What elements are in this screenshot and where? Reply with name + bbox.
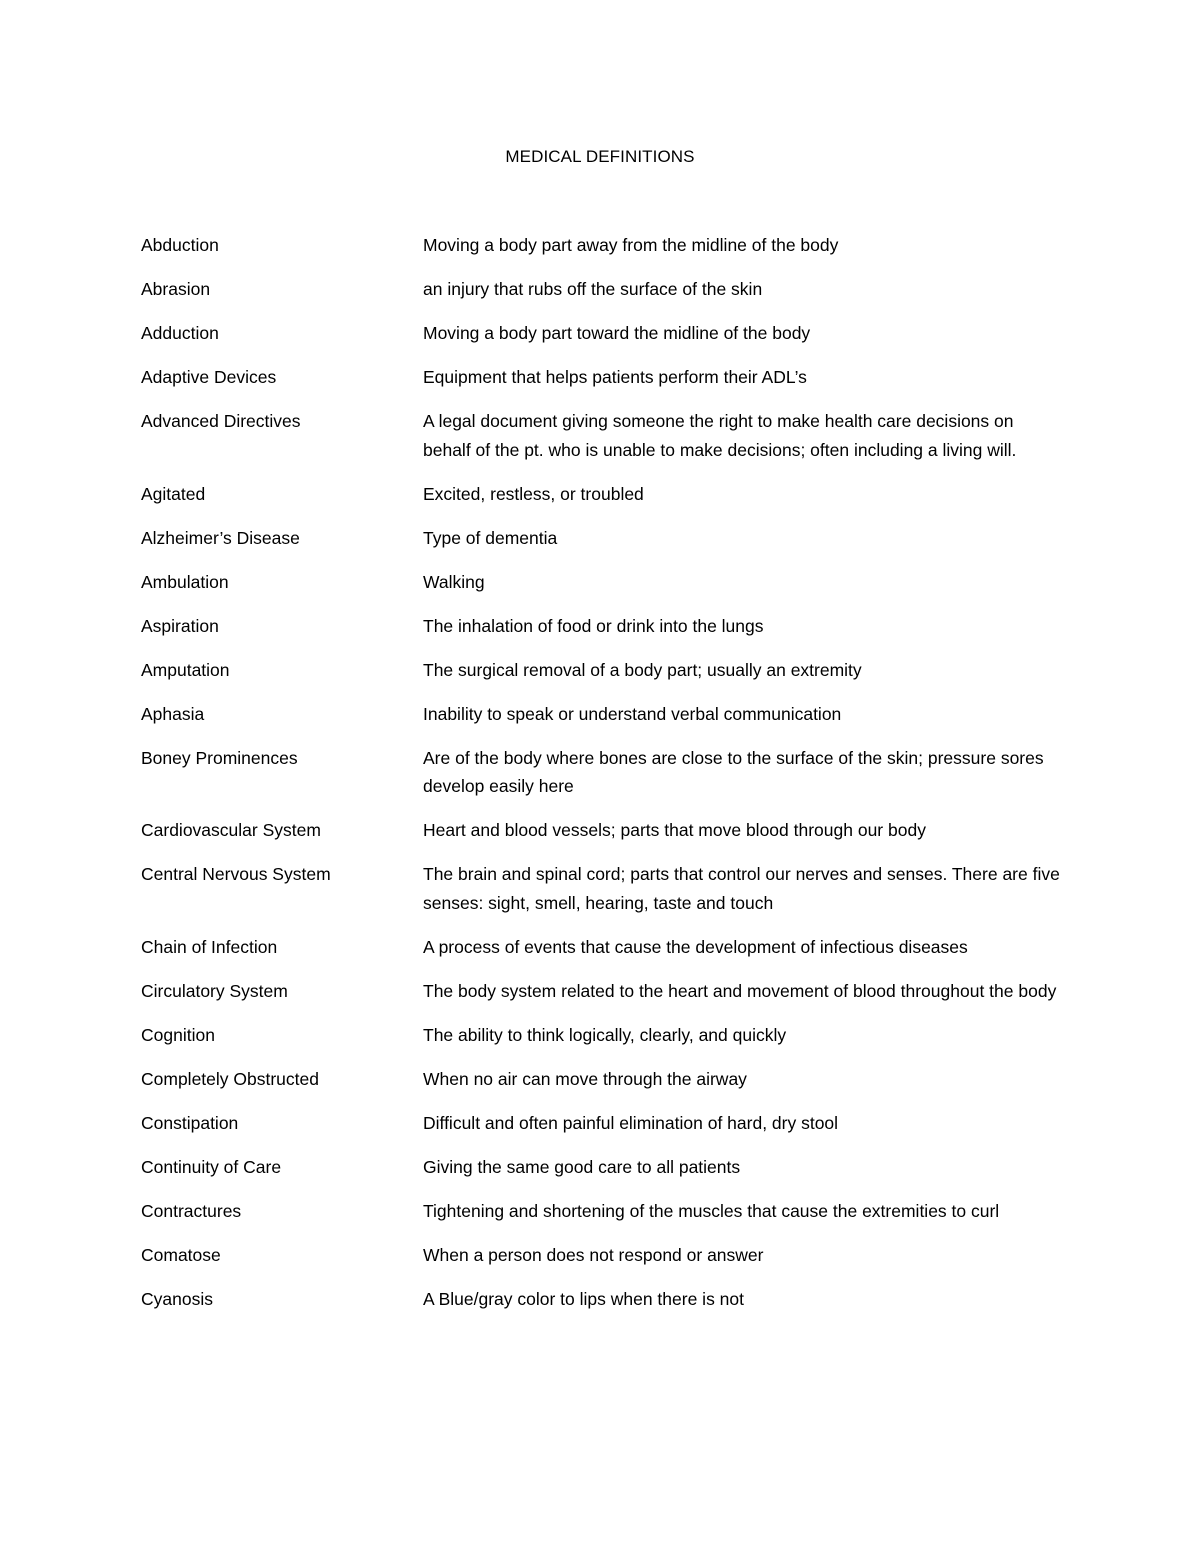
definition-row xyxy=(141,612,1061,641)
definition: The surgical removal of a body part; usually an extremity xyxy=(423,659,862,680)
term: Amputation xyxy=(141,659,230,680)
term: Contractures xyxy=(141,1200,242,1221)
definition-row xyxy=(141,1285,1061,1314)
definition-row xyxy=(141,1021,1061,1050)
term: Central Nervous System xyxy=(141,864,331,884)
term: Completely Obstructed xyxy=(141,1068,319,1089)
definition: Excited, restless, or troubled xyxy=(423,483,644,504)
term: Cyanosis xyxy=(141,1288,213,1309)
definition: The body system related to the heart and movement of blood throughout the body xyxy=(423,980,1057,1001)
term: Boney Prominences xyxy=(141,747,298,768)
term: Aphasia xyxy=(141,703,205,724)
definition-row xyxy=(141,1065,1061,1094)
definition: A process of events that cause the development of infectious diseases xyxy=(423,936,968,957)
definition-row xyxy=(141,1153,1061,1182)
definition-row xyxy=(141,1241,1061,1270)
term: Agitated xyxy=(141,483,206,504)
definition-row xyxy=(141,933,1061,962)
definition-row xyxy=(141,700,1061,729)
term: Cardiovascular System xyxy=(141,820,321,840)
definition: Heart and blood vessels; parts that move blood through our body xyxy=(423,820,926,840)
definition-row xyxy=(141,231,1061,260)
term: Abduction xyxy=(141,235,219,255)
definition-row xyxy=(141,524,1061,553)
term: Cognition xyxy=(141,1024,215,1045)
definition: Difficult and often painful elimination of hard, dry stool xyxy=(423,1112,839,1133)
definition: Inability to speak or understand verbal communication xyxy=(423,703,842,724)
term: Aspiration xyxy=(141,615,219,636)
definition: When a person does not respond or answer xyxy=(423,1244,764,1265)
definition-row xyxy=(141,860,1061,917)
term: Advanced Directives xyxy=(141,411,301,431)
definitions-list xyxy=(141,231,1061,1329)
definition-row xyxy=(141,656,1061,685)
definition: Walking xyxy=(423,571,485,592)
page-title: MEDICAL DEFINITIONS xyxy=(505,147,695,166)
definition-row xyxy=(141,363,1061,392)
definition: A Blue/gray color to lips when there is not xyxy=(423,1288,745,1309)
term: Circulatory System xyxy=(141,980,288,1001)
definition: Moving a body part away from the midline of the body xyxy=(423,235,839,255)
definition: an injury that rubs off the surface of the skin xyxy=(423,279,763,299)
definition: Giving the same good care to all patients xyxy=(423,1156,741,1177)
definition: Tightening and shortening of the muscles that cause the extremities to curl xyxy=(423,1200,1000,1221)
definition: Moving a body part toward the midline of the body xyxy=(423,323,811,343)
definition-row xyxy=(141,977,1061,1006)
term: Comatose xyxy=(141,1244,221,1265)
definition-row xyxy=(141,568,1061,597)
definition: A legal document giving someone the right to make health care decisions on behalf of the pt. who is unable to make decisions; often including a living will. xyxy=(423,411,1017,460)
definition-row xyxy=(141,480,1061,509)
definition-row xyxy=(141,407,1061,464)
definition: Equipment that helps patients perform their ADL’s xyxy=(423,367,807,387)
definition-row xyxy=(141,319,1061,348)
definition-row xyxy=(141,275,1061,304)
term: Adaptive Devices xyxy=(141,367,277,387)
definition: Are of the body where bones are close to the surface of the skin; pressure sores develop easily here xyxy=(423,747,1044,796)
term: Alzheimer’s Disease xyxy=(141,527,300,548)
definition: The inhalation of food or drink into the lungs xyxy=(423,615,764,636)
term: Chain of Infection xyxy=(141,936,278,957)
definition: Type of dementia xyxy=(423,527,558,548)
term: Ambulation xyxy=(141,571,229,592)
term: Adduction xyxy=(141,323,219,343)
definition: The ability to think logically, clearly, and quickly xyxy=(423,1024,787,1045)
definition-row xyxy=(141,744,1061,801)
definition-row xyxy=(141,1197,1061,1226)
definition: The brain and spinal cord; parts that control our nerves and senses. There are five senses: sight, smell, hearing, taste and touch xyxy=(423,864,1060,913)
definition-row xyxy=(141,1109,1061,1138)
term: Continuity of Care xyxy=(141,1156,282,1177)
term: Abrasion xyxy=(141,279,211,299)
term: Constipation xyxy=(141,1112,239,1133)
definition-row xyxy=(141,816,1061,845)
definition: When no air can move through the airway xyxy=(423,1068,747,1089)
